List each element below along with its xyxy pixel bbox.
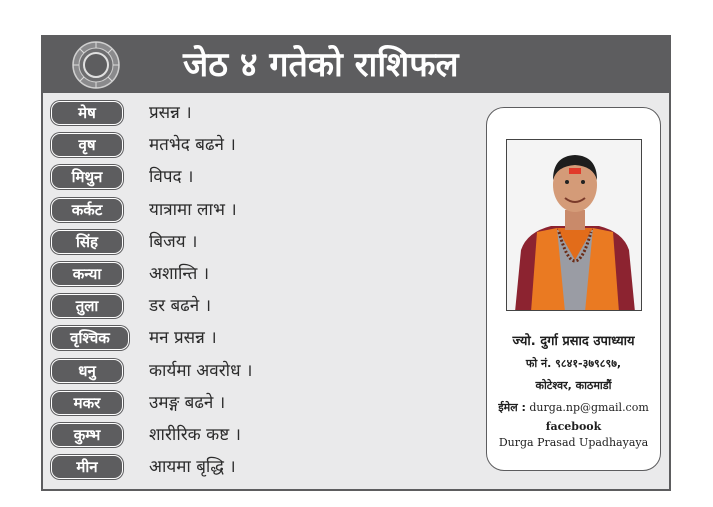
header-bar (43, 37, 669, 93)
rashi-badge: मकर (51, 391, 123, 415)
rashi-badge: धनु (51, 359, 123, 383)
email-address: durga.np@gmail.com (529, 401, 649, 414)
rashi-badge: मीन (51, 455, 123, 479)
rashi-badge: कुम्भ (51, 423, 123, 447)
astrologer-card (486, 107, 661, 471)
rashi-badge: सिंह (51, 230, 123, 254)
rashi-badge: मेष (51, 101, 123, 125)
rashi-badge: तुला (51, 294, 123, 318)
rashi-row (51, 230, 481, 254)
rashi-prediction: उमङ्ग बढने । (149, 392, 226, 413)
astrologer-name: ज्यो. दुर्गा प्रसाद उपाध्याय (512, 334, 635, 349)
rashi-row (51, 101, 481, 125)
facebook-name: Durga Prasad Upadhayaya (498, 436, 649, 449)
zodiac-wheel-icon (71, 40, 121, 90)
rashi-prediction: प्रसन्न । (149, 103, 192, 123)
rashi-prediction: अशान्ति । (149, 264, 210, 284)
rashi-row (51, 133, 481, 157)
rashi-badge: वृश्चिक (51, 326, 129, 350)
rashi-prediction: आयमा बृद्धि । (149, 457, 236, 478)
rashi-prediction: यात्रामा लाभ । (149, 199, 237, 220)
astrologer-address: कोटेश्वर, काठमाडौं (535, 379, 612, 392)
rashi-row (51, 262, 481, 286)
rashi-prediction: डर बढने । (149, 296, 212, 317)
rashi-prediction: मन प्रसन्न । (149, 328, 217, 349)
rashifal-panel (41, 35, 671, 491)
rashi-row (51, 326, 481, 350)
rashi-row (51, 198, 481, 222)
astrologer-email-line (487, 400, 660, 415)
email-label: ईमेल : (498, 401, 526, 414)
rashi-badge: कर्कट (51, 198, 123, 222)
rashi-row (51, 359, 481, 383)
astrologer-photo (506, 139, 642, 311)
facebook-label: facebook (545, 420, 602, 433)
rashi-prediction: कार्यमा अवरोध । (149, 360, 253, 381)
rashi-row (51, 423, 481, 447)
rashi-prediction: मतभेद बढने । (149, 135, 236, 156)
page-title: जेठ ४ गतेको राशिफल (183, 45, 459, 85)
astrologer-portrait (507, 140, 642, 311)
rashi-prediction: विपद । (149, 167, 194, 188)
rashi-badge: मिथुन (51, 165, 123, 189)
rashi-prediction: बिजय । (149, 231, 198, 252)
rashi-badge: वृष (51, 133, 123, 157)
astrologer-phone: फो नं. ९८४१-३७९८९७, (525, 357, 622, 370)
rashi-row (51, 455, 481, 479)
rashi-row (51, 165, 481, 189)
rashi-row (51, 294, 481, 318)
rashi-badge: कन्या (51, 262, 123, 286)
rashi-row (51, 391, 481, 415)
rashi-prediction: शारीरिक कष्ट । (149, 425, 241, 445)
